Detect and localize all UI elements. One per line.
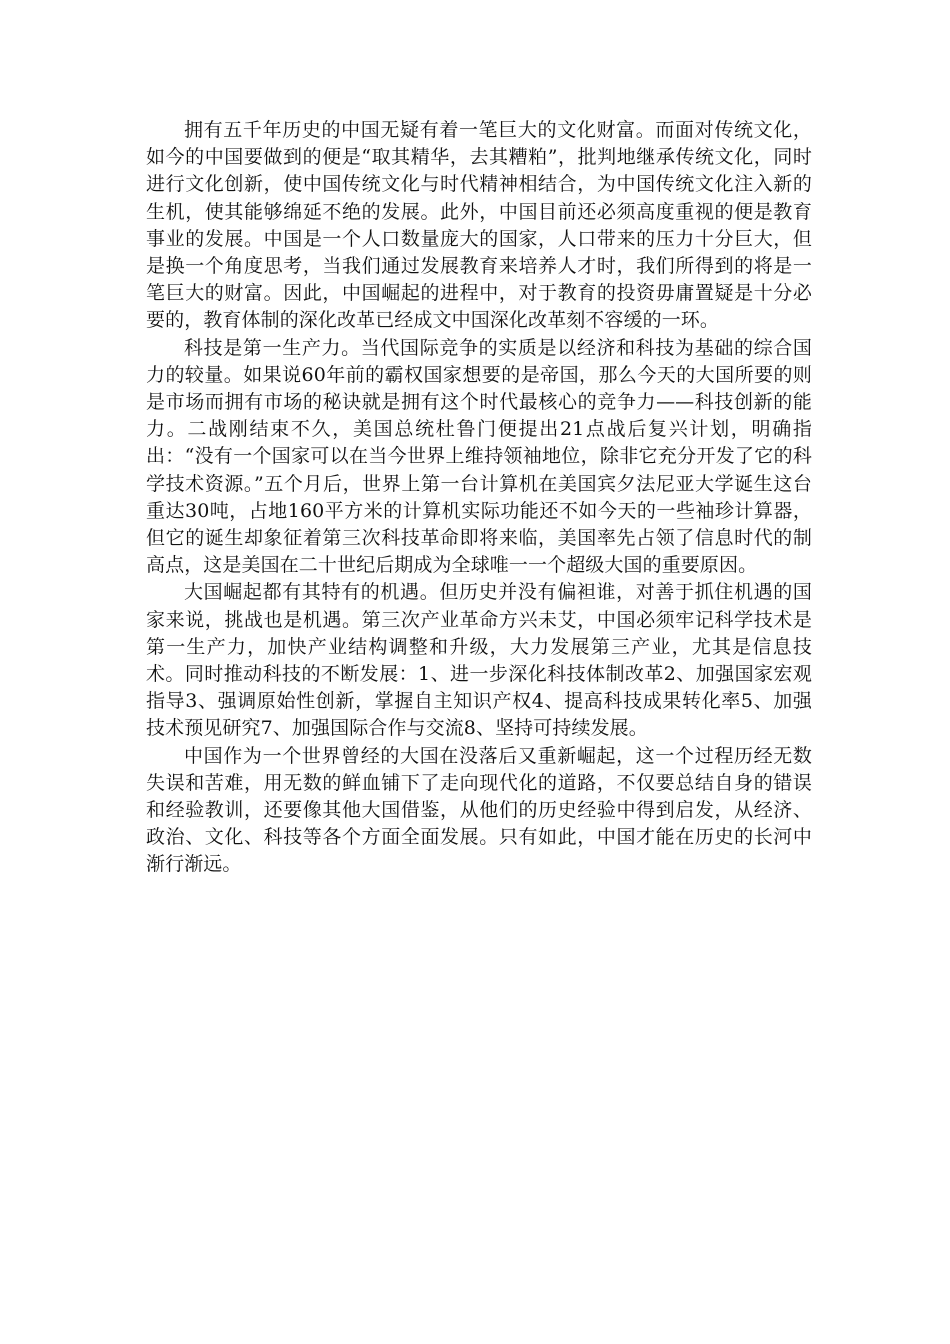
paragraph-science-technology: 科技是第一生产力。当代国际竞争的实质是以经济和科技为基础的综合国力的较量。如果说60年前的霸权国家想要的是帝国，那么今天的大国所要的则是市场而拥有市场的秘诀就是拥有这个时代最核心的竞争力——科技创新的能力。二战刚结束不久，美国总统杜鲁门便提出21点战后复兴计划，明确指出：“没有一个国家可以在当今世界上维持领袖地位，除非它充分开发了它的科学技术资源。”五个月后，世界上第一台计算机在美国宾夕法尼亚大学诞生这台重达30吨，占地160平方米的计算机实际功能还不如今天的一些袖珍计算器，但它的诞生却象征着第三次科技革命即将来临，美国率先占领了信息时代的制高点，这是美国在二十世纪后期成为全球唯一一个超级大国的重要原因。 [146, 336, 812, 577]
paragraph-opportunity: 大国崛起都有其特有的机遇。但历史并没有偏袒谁，对善于抓住机遇的国家来说，挑战也是机遇。第三次产业革命方兴未艾，中国必须牢记科学技术是第一生产力，加快产业结构调整和升级，大力发展第三产业，尤其是信息技术。同时推动科技的不断发展：1、进一步深化科技体制改革2、加强国家宏观指导3、强调原始性创新，掌握自主知识产权4、提高科技成果转化率5、加强技术预见研究7、加强国际合作与交流8、坚持可持续发展。 [146, 581, 812, 740]
document-body [146, 117, 812, 879]
paragraph-culture-education: 拥有五千年历史的中国无疑有着一笔巨大的文化财富。而面对传统文化，如今的中国要做到的便是“取其精华，去其糟粕”，批判地继承传统文化，同时进行文化创新，使中国传统文化与时代精神相结合，为中国传统文化注入新的生机，使其能够绵延不绝的发展。此外，中国目前还必须高度重视的便是教育事业的发展。中国是一个人口数量庞大的国家，人口带来的压力十分巨大，但是换一个角度思考，当我们通过发展教育来培养人才时，我们所得到的将是一笔巨大的财富。因此，中国崛起的进程中，对于教育的投资毋庸置疑是十分必要的，教育体制的深化改革已经成文中国深化改革刻不容缓的一环。 [146, 119, 812, 332]
paragraph-conclusion: 中国作为一个世界曾经的大国在没落后又重新崛起，这一个过程历经无数失误和苦难，用无数的鲜血铺下了走向现代化的道路，不仅要总结自身的错误和经验教训，还要像其他大国借鉴，从他们的历史经验中得到启发，从经济、政治、文化、科技等各个方面全面发展。只有如此，中国才能在历史的长河中渐行渐远。 [146, 744, 812, 876]
